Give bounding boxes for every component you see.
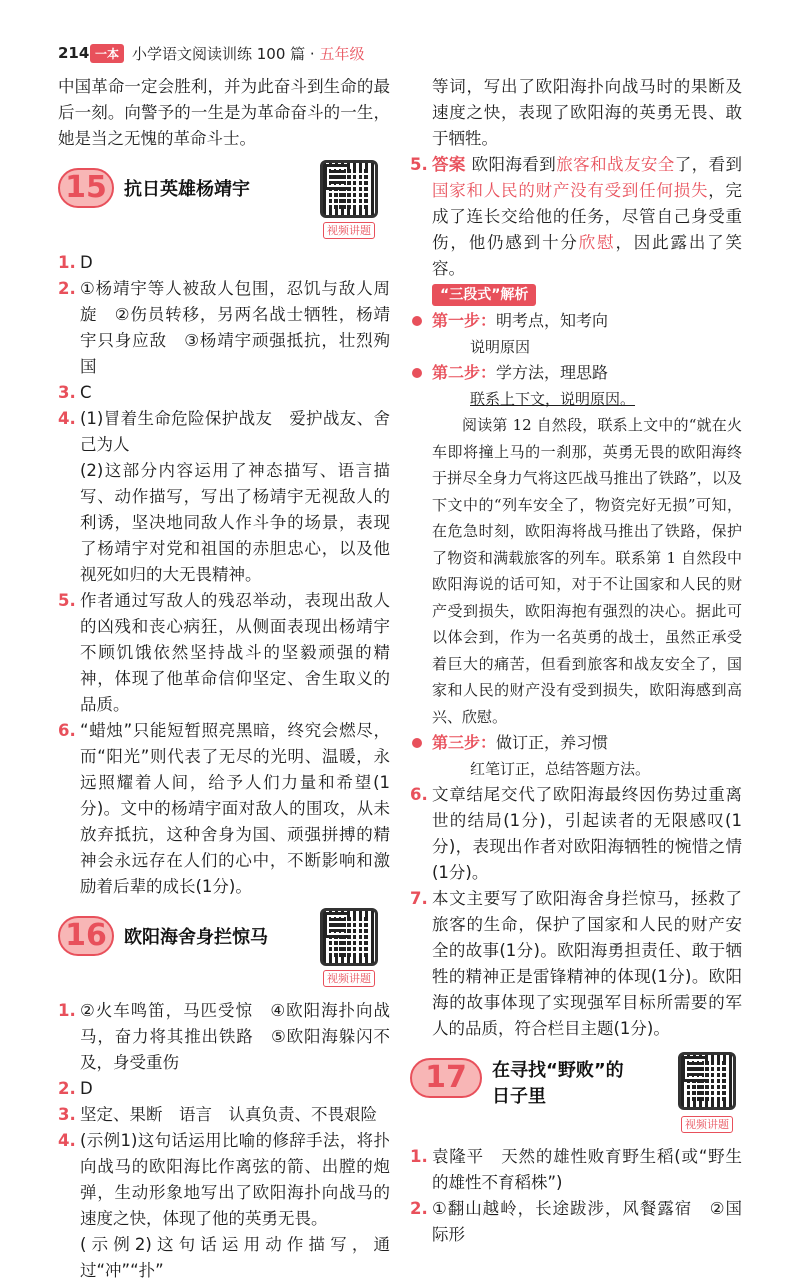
section-number-badge: 15	[58, 168, 114, 208]
answer-continuation: 等词，写出了欧阳海扑向战马时的果断及速度之快，表现了欧阳海的英勇无畏、敢于牺牲。	[432, 77, 742, 148]
bullet-icon	[412, 316, 422, 326]
section-15-answers	[58, 250, 390, 900]
answer-item-5: 5. 答案 欧阳海看到旅客和战友安全了，看到国家和人民的财产没有受到任何损失，完成了连长交给他的任务，尽管自己身受重伤，他仍感到十分欣慰，因此露出了笑容。	[410, 155, 743, 278]
section-17-header	[410, 1048, 742, 1140]
video-explain-label[interactable]: 视频讲题	[323, 222, 375, 239]
step-one: 第一步：明考点，知考向	[410, 308, 742, 334]
answer-item: 1. 袁隆平 天然的雄性败育野生稻(或“野生的雄性不育稻株”)	[410, 1147, 742, 1192]
video-explain-label[interactable]: 视频讲题	[681, 1116, 733, 1133]
section-title: 抗日英雄杨靖宇	[124, 179, 250, 200]
bullet-icon	[412, 368, 422, 378]
answer-item: 4. (示例1)这句话运用比喻的修辞手法，将扑向战马的欧阳海比作离弦的箭、出膛的炮弹，生动形象地写出了欧阳海扑向战马的速度之快，体现了他的英勇无畏。 (示例2)这句话运用动作描写，通过“冲”“扑”	[58, 1131, 390, 1280]
right-column	[410, 74, 742, 1248]
brand-logo: 一本	[90, 44, 124, 63]
section-16-header	[58, 906, 390, 994]
section-15-header	[58, 158, 390, 246]
answer-item: 6. “蜡烛”只能短暂照亮黑暗，终究会燃尽，而“阳光”则代表了无尽的光明、温暖，永远照耀着人间，给予人们力量和希望(1分)。文中的杨靖宇面对敌人的围攻，从未放弃抵抗，这种舍身为国、顽强拼搏的精神会永远存在人们的心中，不断影响和激励着后辈的成长(1分)。	[58, 721, 390, 896]
step-three-detail: 红笔订正，总结答题方法。	[470, 760, 651, 778]
answer-item: 3. C	[58, 383, 92, 402]
step-two-body: 阅读第 12 自然段，联系上文中的“就在火车即将撞上马的一刹那，英勇无畏的欧阳海终于拼尽全身力气将这匹战马推出了铁路”，以及下文中的“列车安全了，物资完好无损”可知，在危急时刻，欧阳海将战马推出了铁路，保护了物资和满载旅客的列车。联系第 1 自然段中欧阳海说的话可知，对于不让国家和人民的财产受到损失，欧阳海抱有强烈的决心。据此可以体会到，作为一名英勇的战士，虽然正承受着巨大的痛苦，但看到旅客和战友安全了，国家和人民的财产没有受到损失，欧阳海感到高兴、欣慰。	[432, 416, 742, 726]
answer-item: 3. 坚定、果断 语言 认真负责、不畏艰险	[58, 1105, 377, 1124]
page-header	[0, 0, 800, 74]
section-number-badge: 16	[58, 916, 114, 956]
answer-item: 1. ②火车鸣笛，马匹受惊 ④欧阳海扑向战马，奋力将其推出铁路 ⑤欧阳海躲闪不及，身受重伤	[58, 1001, 390, 1072]
step-two-detail: 联系上下文，说明原因。	[470, 390, 636, 408]
qr-code-icon[interactable]	[678, 1052, 736, 1110]
answer-item: 7. 本文主要写了欧阳海舍身拦惊马，拯救了旅客的生命，保护了国家和人民的财产安全的故事(1分)。欧阳海勇担责任、敢于牺牲的精神正是雷锋精神的体现(1分)。欧阳海的故事体现了实现强军目标所需要的军人的品质，符合栏目主题(1分)。	[410, 889, 742, 1038]
answer-item: 2. D	[58, 1079, 93, 1098]
step-one-detail: 说明原因	[470, 338, 531, 356]
answer-item: 6. 文章结尾交代了欧阳海最终因伤势过重离世的结局(1分)，引起读者的无限感叹(1分)，表现出作者对欧阳海牺牲的惋惜之情(1分)。	[410, 785, 742, 882]
analysis-tag: “三段式”解析	[432, 284, 536, 306]
answer-item: 2. ①翻山越岭，长途跋涉，风餐露宿 ②国际形	[410, 1199, 742, 1244]
section-16-answers	[58, 998, 390, 1284]
answer-label: 答案	[432, 155, 466, 174]
intro-paragraph: 中国革命一定会胜利，并为此奋斗到生命的最后一刻。向警予的一生是为革命奋斗的一生，她是当之无愧的革命斗士。	[58, 77, 390, 148]
book-title: 小学语文阅读训练 100 篇 · 五年级	[132, 45, 365, 63]
answer-item: 5. 作者通过写敌人的残忍举动，表现出敌人的凶残和丧心病狂，从侧面表现出杨靖宇不顾饥饿依然坚持战斗的坚毅顽强的精神，体现了他革命信仰坚定、舍生取义的品质。	[58, 591, 390, 714]
grade-label: 五年级	[319, 45, 365, 63]
answer-item: 2. ①杨靖宇等人被敌人包围，忍饥与敌人周旋 ②伤员转移，另两名战士牺牲，杨靖宇只身应敌 ③杨靖宇顽强抵抗，壮烈殉国	[58, 279, 390, 376]
step-three: 第三步：做订正，养习惯	[410, 730, 742, 756]
section-number-badge: 17	[410, 1058, 482, 1098]
video-explain-label[interactable]: 视频讲题	[323, 970, 375, 987]
step-two: 第二步：学方法，理思路	[410, 360, 742, 386]
section-title: 在寻找“野败”的 日子里	[492, 1060, 624, 1107]
section-title: 欧阳海舍身拦惊马	[124, 927, 268, 948]
bullet-icon	[412, 738, 422, 748]
page-number: 214	[58, 44, 90, 62]
answer-item: 4. (1)冒着生命危险保护战友 爱护战友、舍己为人 (2)这部分内容运用了神态描写、语言描写、动作描写，写出了杨靖宇无视敌人的利诱，坚决地同敌人作斗争的场景，表现了杨靖宇对党和祖国的赤胆忠心，以及他视死如归的大无畏精神。	[58, 409, 390, 584]
qr-code-icon[interactable]	[320, 160, 378, 218]
qr-code-icon[interactable]	[320, 908, 378, 966]
answer-item: 1. D	[58, 253, 93, 272]
left-column	[58, 74, 390, 1284]
